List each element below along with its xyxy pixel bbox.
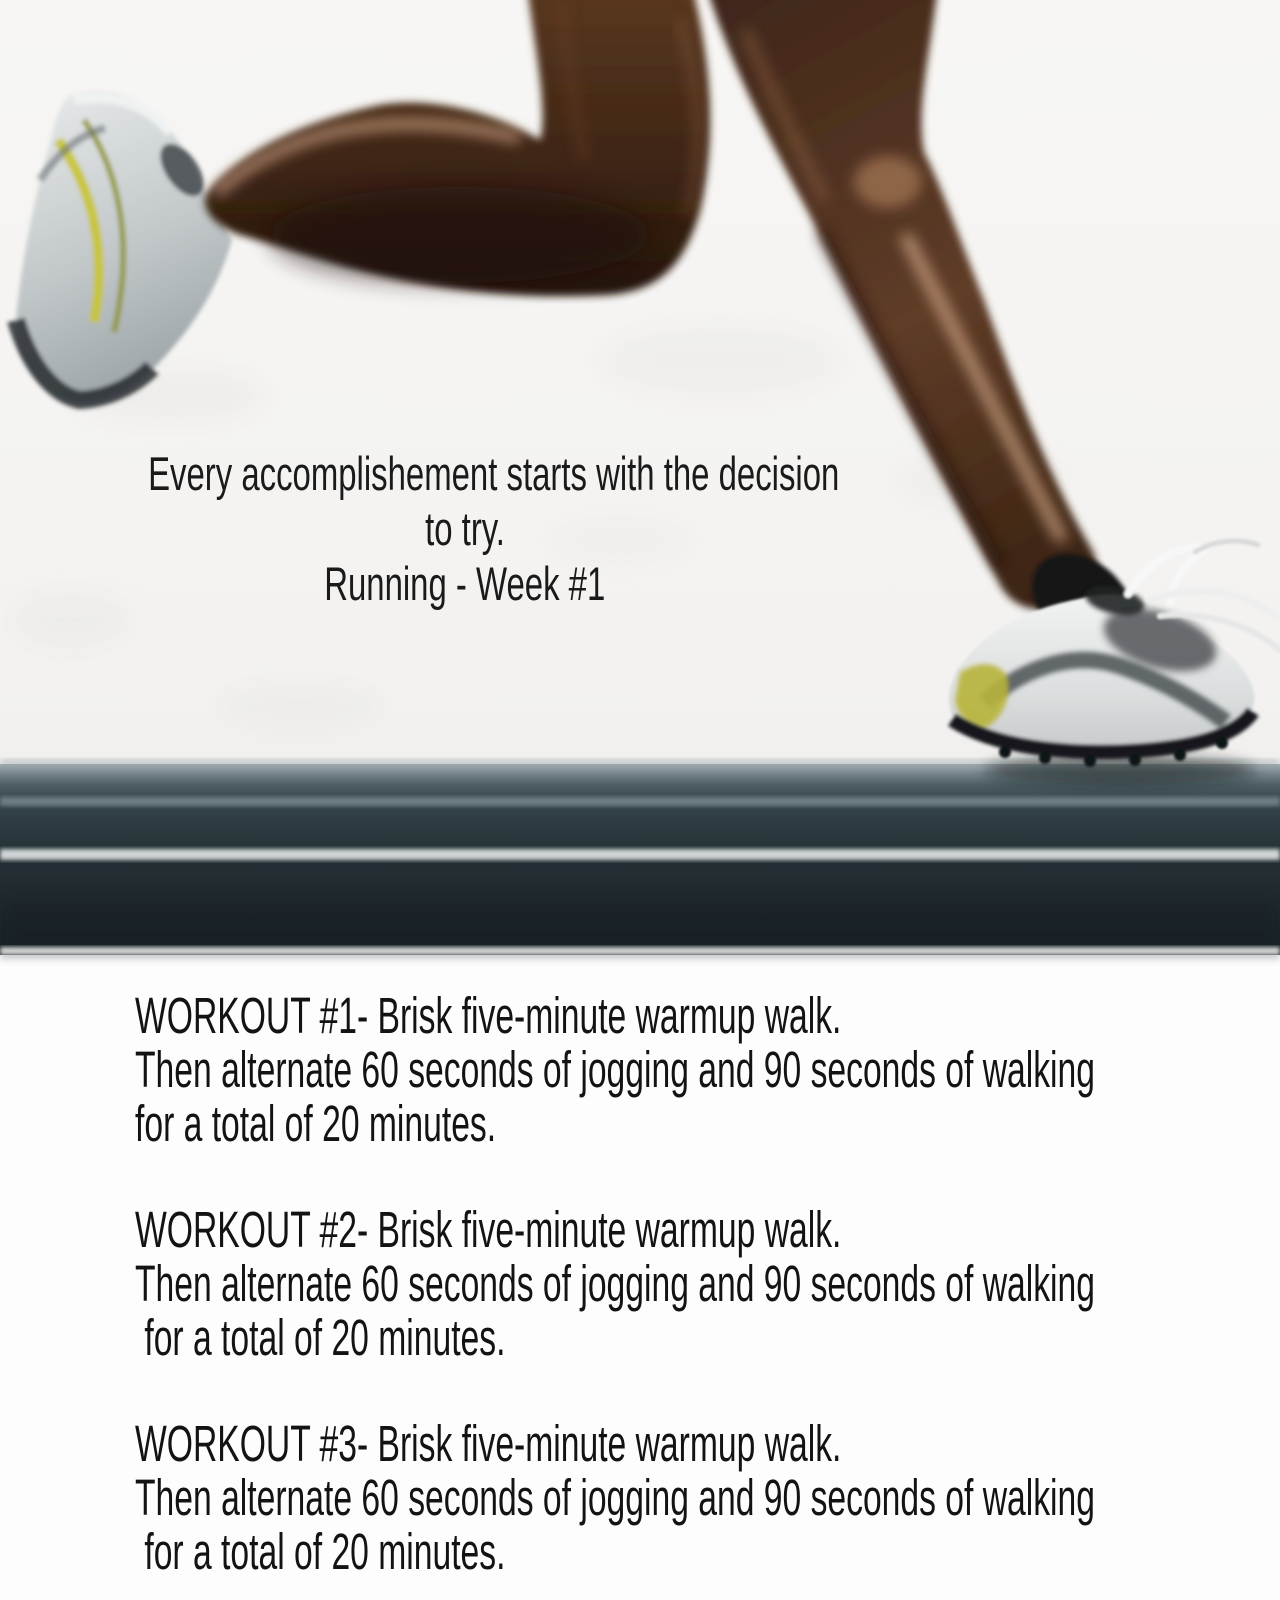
- workout-3-line-3-text: for a total of 20 minutes.: [135, 1523, 506, 1580]
- quote-line-1-text: Every accomplishement starts with the decision: [148, 447, 840, 500]
- workout-2-line-2: [135, 1257, 1280, 1311]
- shoe-shadow: [985, 756, 1255, 784]
- workout-3-heading-text: WORKOUT #3- Brisk five-minute warmup walk.: [135, 1415, 842, 1472]
- quote-line-3-text: Running - Week #1: [324, 557, 606, 610]
- workout-1-heading-text: WORKOUT #1- Brisk five-minute warmup walk.: [135, 987, 842, 1044]
- workout-1-heading: [135, 989, 1280, 1043]
- workout-2-line-3-text: for a total of 20 minutes.: [135, 1309, 506, 1366]
- workout-1-line-2-text: Then alternate 60 seconds of jogging and 90 seconds of walking: [135, 1041, 1095, 1098]
- workout-2-heading: [135, 1203, 1280, 1257]
- workout-block-1: [135, 989, 1280, 1151]
- quote-line-3: [0, 556, 930, 611]
- workout-3-line-2-text: Then alternate 60 seconds of jogging and 90 seconds of walking: [135, 1469, 1095, 1526]
- road: [0, 760, 1280, 955]
- workout-2-line-3: [135, 1311, 1280, 1365]
- road-faint-line: [0, 797, 1280, 806]
- workout-2-heading-text: WORKOUT #2- Brisk five-minute warmup walk.: [135, 1201, 842, 1258]
- workout-block-2: [135, 1203, 1280, 1365]
- quote-overlay: [0, 446, 930, 611]
- workout-1-line-3-text: for a total of 20 minutes.: [135, 1095, 497, 1152]
- workout-1-line-3: [135, 1097, 1280, 1151]
- back-calf-shadow: [270, 187, 650, 283]
- workout-1-line-2: [135, 1043, 1280, 1097]
- workout-2-line-2-text: Then alternate 60 seconds of jogging and 90 seconds of walking: [135, 1255, 1095, 1312]
- workout-instructions: [135, 989, 1280, 1600]
- knee-highlight: [854, 156, 922, 208]
- workout-3-line-2: [135, 1471, 1280, 1525]
- workout-3-heading: [135, 1417, 1280, 1471]
- quote-line-2: [0, 501, 930, 556]
- road-white-line: [0, 849, 1280, 860]
- workout-block-3: [135, 1417, 1280, 1579]
- workout-3-line-3: [135, 1525, 1280, 1579]
- quote-line-1: [0, 446, 930, 501]
- quote-line-2-text: to try.: [425, 502, 505, 555]
